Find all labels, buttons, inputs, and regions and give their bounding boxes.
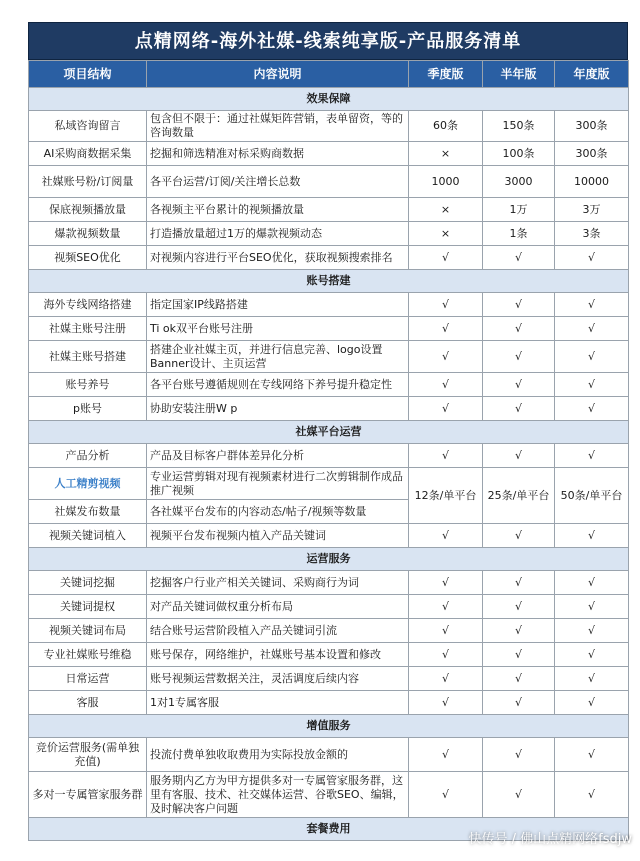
year-cell: √	[555, 738, 629, 772]
quarter-cell: ×	[409, 222, 483, 246]
half-year-cell: 150条	[483, 111, 555, 142]
section-row	[29, 548, 629, 571]
desc-cell: 打造播放量超过1万的爆款视频动态	[147, 222, 409, 246]
desc-cell: 产品及目标客户群体差异化分析	[147, 444, 409, 468]
desc-cell: Ti ok双平台账号注册	[147, 317, 409, 341]
desc-cell: 对视频内容进行平台SEO优化，获取视频搜索排名	[147, 246, 409, 270]
year-cell: √	[555, 341, 629, 373]
table-row	[29, 667, 629, 691]
year-cell: √	[555, 667, 629, 691]
section-row	[29, 421, 629, 444]
section-title: 账号搭建	[29, 270, 629, 293]
item-cell: 关键词挖掘	[29, 571, 147, 595]
item-cell: 账号养号	[29, 373, 147, 397]
section-row	[29, 88, 629, 111]
quarter-cell: √	[409, 373, 483, 397]
half-year-cell: √	[483, 571, 555, 595]
table-row	[29, 772, 629, 818]
year-cell: √	[555, 524, 629, 548]
header-quarter: 季度版	[409, 61, 483, 88]
item-cell: 私域咨询留言	[29, 111, 147, 142]
item-cell: p账号	[29, 397, 147, 421]
page-title: 点精网络-海外社媒-线索纯享版-产品服务清单	[28, 22, 628, 60]
item-cell: 关键词提权	[29, 595, 147, 619]
quarter-cell: √	[409, 293, 483, 317]
half-year-cell: √	[483, 341, 555, 373]
table-row	[29, 341, 629, 373]
half-year-cell: √	[483, 397, 555, 421]
half-year-cell: √	[483, 293, 555, 317]
item-cell: 社媒发布数量	[29, 500, 147, 524]
half-year-cell: 1条	[483, 222, 555, 246]
item-cell: 海外专线网络搭建	[29, 293, 147, 317]
half-year-cell: √	[483, 373, 555, 397]
table-row	[29, 222, 629, 246]
year-cell: 10000	[555, 166, 629, 198]
table-row	[29, 738, 629, 772]
half-year-cell: √	[483, 772, 555, 818]
item-cell: 专业社媒账号维稳	[29, 643, 147, 667]
item-cell: 视频关键词植入	[29, 524, 147, 548]
section-title: 套餐费用	[29, 818, 629, 841]
quarter-cell: √	[409, 397, 483, 421]
year-cell: √	[555, 317, 629, 341]
half-year-cell: √	[483, 595, 555, 619]
item-cell: 多对一专属管家服务群	[29, 772, 147, 818]
quarter-cell: √	[409, 595, 483, 619]
section-row	[29, 270, 629, 293]
half-year-cell: √	[483, 317, 555, 341]
desc-cell: 对产品关键词做权重分析布局	[147, 595, 409, 619]
year-cell: 300条	[555, 111, 629, 142]
half-year-cell: √	[483, 246, 555, 270]
item-cell: 竞价运营服务(需单独充值)	[29, 738, 147, 772]
desc-cell: 包含但不限于：通过社媒矩阵营销，表单留资，等的咨询数量	[147, 111, 409, 142]
half-year-cell: √	[483, 619, 555, 643]
quarter-cell: √	[409, 246, 483, 270]
year-cell: 50条/单平台	[555, 468, 629, 524]
item-cell: 社媒账号粉/订阅量	[29, 166, 147, 198]
section-title: 效果保障	[29, 88, 629, 111]
desc-cell: 各平台账号遵循规则在专线网络下养号提升稳定性	[147, 373, 409, 397]
header-row	[29, 61, 629, 88]
quarter-cell: ×	[409, 198, 483, 222]
section-title: 增值服务	[29, 715, 629, 738]
header-item: 项目结构	[29, 61, 147, 88]
table-row	[29, 524, 629, 548]
table-row	[29, 198, 629, 222]
year-cell: √	[555, 619, 629, 643]
table-row	[29, 293, 629, 317]
quarter-cell: 60条	[409, 111, 483, 142]
item-cell: 人工精剪视频	[29, 468, 147, 500]
table-row	[29, 397, 629, 421]
table-row	[29, 691, 629, 715]
year-cell: √	[555, 571, 629, 595]
table-row	[29, 373, 629, 397]
quarter-cell: √	[409, 444, 483, 468]
half-year-cell: 25条/单平台	[483, 468, 555, 524]
header-desc: 内容说明	[147, 61, 409, 88]
quarter-cell: √	[409, 772, 483, 818]
desc-cell: 各社媒平台发布的内容动态/帖子/视频等数量	[147, 500, 409, 524]
desc-cell: 投流付费单独收取费用为实际投放金额的	[147, 738, 409, 772]
half-year-cell: √	[483, 738, 555, 772]
desc-cell: 1对1专属客服	[147, 691, 409, 715]
quarter-cell: √	[409, 667, 483, 691]
quarter-cell: 12条/单平台	[409, 468, 483, 524]
desc-cell: 挖掘客户行业产相关关键词、采购商行为词	[147, 571, 409, 595]
quarter-cell: √	[409, 691, 483, 715]
table-row	[29, 619, 629, 643]
item-cell: 日常运营	[29, 667, 147, 691]
watermark: 快传号 / 佛山点精网络fsdjw	[468, 832, 632, 847]
desc-cell: 指定国家IP线路搭建	[147, 293, 409, 317]
year-cell: √	[555, 444, 629, 468]
desc-cell: 挖掘和筛选精准对标采购商数据	[147, 142, 409, 166]
table-row	[29, 111, 629, 142]
half-year-cell: 100条	[483, 142, 555, 166]
item-cell: 爆款视频数量	[29, 222, 147, 246]
desc-cell: 专业运营剪辑对现有视频素材进行二次剪辑制作成品推广视频	[147, 468, 409, 500]
year-cell: √	[555, 691, 629, 715]
item-cell: 保底视频播放量	[29, 198, 147, 222]
desc-cell: 账号视频运营数据关注，灵活调度后续内容	[147, 667, 409, 691]
desc-cell: 账号保存，网络维护，社媒账号基本设置和修改	[147, 643, 409, 667]
table-body	[29, 88, 629, 841]
year-cell: √	[555, 772, 629, 818]
quarter-cell: √	[409, 571, 483, 595]
quarter-cell: ×	[409, 142, 483, 166]
table-row	[29, 317, 629, 341]
desc-cell: 服务期内乙方为甲方提供多对一专属管家服务群，这里有客服、技术、社交媒体运营、谷歌SEO、编辑，及时解决客户问题	[147, 772, 409, 818]
half-year-cell: √	[483, 524, 555, 548]
section-title: 社媒平台运营	[29, 421, 629, 444]
desc-cell: 协助安装注册W p	[147, 397, 409, 421]
table-row	[29, 166, 629, 198]
table-row	[29, 643, 629, 667]
half-year-cell: 1万	[483, 198, 555, 222]
half-year-cell: 3000	[483, 166, 555, 198]
year-cell: √	[555, 246, 629, 270]
service-list-sheet	[28, 22, 628, 841]
quarter-cell: √	[409, 524, 483, 548]
year-cell: 300条	[555, 142, 629, 166]
table-row	[29, 595, 629, 619]
half-year-cell: √	[483, 691, 555, 715]
year-cell: √	[555, 373, 629, 397]
desc-cell: 搭建企业社媒主页，并进行信息完善、logo设置Banner设计、主页运营	[147, 341, 409, 373]
half-year-cell: √	[483, 667, 555, 691]
half-year-cell: √	[483, 444, 555, 468]
item-cell: 社媒主账号搭建	[29, 341, 147, 373]
year-cell: √	[555, 293, 629, 317]
table-row	[29, 468, 629, 500]
year-cell: √	[555, 595, 629, 619]
desc-cell: 结合账号运营阶段植入产品关键词引流	[147, 619, 409, 643]
desc-cell: 各平台运营/订阅/关注增长总数	[147, 166, 409, 198]
table-row	[29, 142, 629, 166]
header-half-year: 半年版	[483, 61, 555, 88]
quarter-cell: 1000	[409, 166, 483, 198]
table-row	[29, 246, 629, 270]
item-cell: 视频SEO优化	[29, 246, 147, 270]
quarter-cell: √	[409, 738, 483, 772]
quarter-cell: √	[409, 643, 483, 667]
quarter-cell: √	[409, 317, 483, 341]
item-cell: 社媒主账号注册	[29, 317, 147, 341]
year-cell: 3条	[555, 222, 629, 246]
section-title: 运营服务	[29, 548, 629, 571]
item-cell: AI采购商数据采集	[29, 142, 147, 166]
half-year-cell: √	[483, 643, 555, 667]
quarter-cell: √	[409, 619, 483, 643]
item-cell: 视频关键词布局	[29, 619, 147, 643]
quarter-cell: √	[409, 341, 483, 373]
desc-cell: 各视频主平台累计的视频播放量	[147, 198, 409, 222]
service-table	[28, 60, 629, 841]
year-cell: √	[555, 397, 629, 421]
year-cell: √	[555, 643, 629, 667]
section-row	[29, 715, 629, 738]
item-cell: 产品分析	[29, 444, 147, 468]
table-row	[29, 571, 629, 595]
header-year: 年度版	[555, 61, 629, 88]
desc-cell: 视频平台发布视频内植入产品关键词	[147, 524, 409, 548]
year-cell: 3万	[555, 198, 629, 222]
item-cell: 客服	[29, 691, 147, 715]
table-row	[29, 444, 629, 468]
